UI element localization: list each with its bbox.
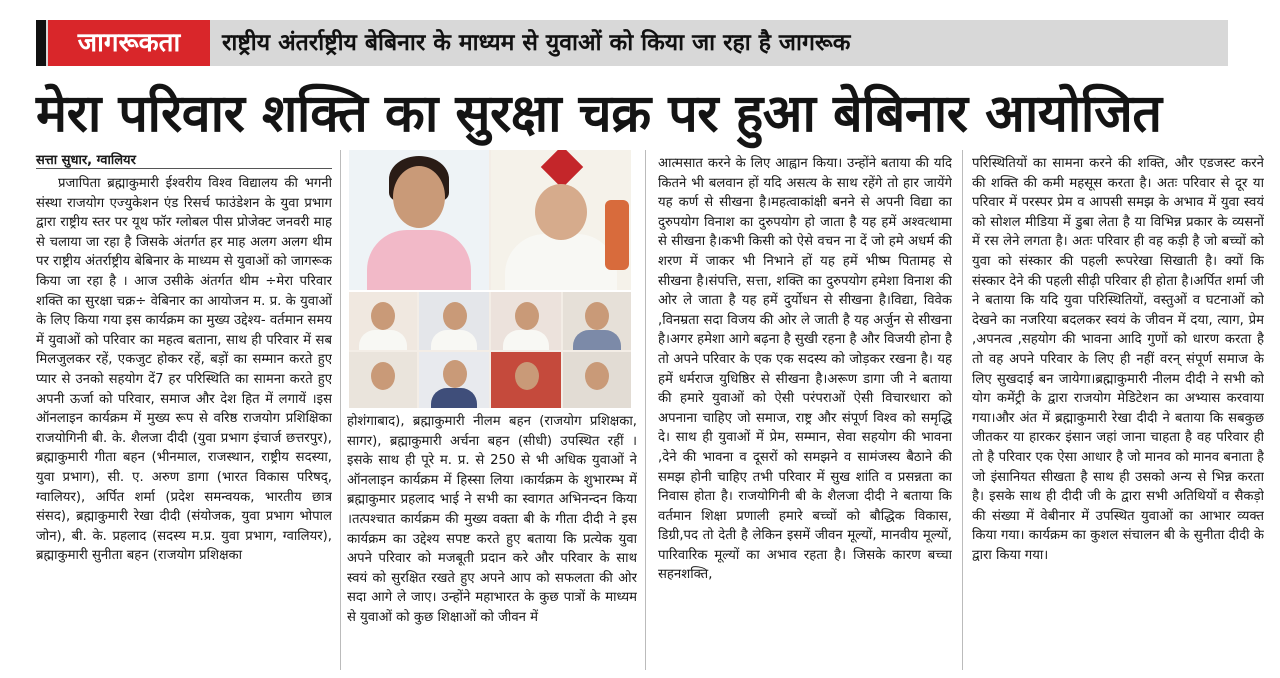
column-divider (645, 150, 646, 670)
participant-tile (491, 352, 561, 408)
article-column-1 (36, 174, 332, 674)
participant-tile (419, 352, 489, 408)
logo-icon (541, 150, 583, 188)
column-divider (340, 150, 341, 670)
participant-tile (349, 352, 417, 408)
kicker-text: राष्ट्रीय अंतर्राष्ट्रीय बेबिनार के माध्यम से युवाओं को किया जा रहा है जागरूक (222, 30, 851, 56)
byline: सत्ता सुधार, ग्वालियर (36, 153, 136, 168)
participants-grid-photo (349, 292, 631, 408)
speaker-face (535, 184, 587, 240)
article-paragraph: होशंगाबाद), ब्रह्माकुमारी नीलम बहन (राजयोग प्रशिक्षका, सागर), ब्रह्माकुमारी अर्चना बहन (सीधी) उपस्थित रहीं । इसके साथ ही पूरे म. प्र. से 250 से भी अधिक युवाओं ने ऑनलाइन कार्यक्रम में हिस्सा लिया ।कार्यक्रम के शुभारम्भ में ब्रह्माकुमार प्रहलाद भाई ने सभी का स्वागत अभिनन्दन किया ।तत्पश्चात कार्यक्रम की मुख्य वक्ता बी के गीता दीदी ने इस कार्यक्रम का उद्देश्य सपष्ट करते हुए बताया कि प्रत्येक युवा अपने परिवार को मजबूती प्रदान करे और परिवार के साथ स्वयं को सुरक्षित रखते हुए अपने आप को सफलता की ओर सदा आगे ले जाए। उन्होंने महाभारत के कुछ पात्रों के माध्यम से युवाओं को कुछ शिक्षाओं को जीवन में (347, 414, 637, 625)
column-divider (962, 150, 963, 670)
headline: मेरा परिवार शक्ति का सुरक्षा चक्र पर हुआ बेबिनार आयोजित (36, 84, 1162, 144)
article-column-2 (347, 412, 637, 674)
kicker-black-bar (36, 20, 46, 66)
participant-tile (563, 292, 631, 350)
speaker-left-tile (349, 150, 489, 290)
article-paragraph: परिस्थितियों का सामना करने की शक्ति, और एडजस्ट करने की शक्ति की कमी महसूस करता है। अतः परिवार से दूर या परिवार में परस्पर प्रेम व आपसी समझ के अभाव में युवा स्वयं को सोशल मीडिया में डुबा लेता है या विभिन्न प्रकार के व्यसनों में रस लेने लगता है। अतः परिवार ही वह कड़ी है जो बच्चों को युवा को संस्कार की पहली रूपरेखा सिखाती है। क्यों कि संस्कार देने की पहली सीढ़ी परिवार ही होता है।अर्पित शर्मा जी ने बताया कि यदि युवा परिस्थितियों, वस्तुओं व घटनाओं को देखने का नजरिया बदलकर स्वयं के जीवन में दया, त्याग, प्रेम ,अपनत्व ,सहयोग की भावना आदि गुणों को धारण करता है तो वह अपने परिवार के लिए ही नहीं वरन् संपूर्ण समाज के लिए सुखदाई बन जायेगा।ब्रह्माकुमारी नीलम दीदी ने सभी को योग कमेंट्री के द्वारा राजयोग मेडिटेशन का अभ्यास करवाया गया।और अंत में ब्रह्माकुमारी रेखा दीदी ने बताया कि सबकुछ जीतकर या हारकर इंसान जहां जाना चाहता है वह परिवार ही तो है परिवार एक ऐसा आधार है जो मानव को मानव बनाता है जो इंसानियत सीखता है साथ ही उसको अन्य से भिन्न करता है। इसके साथ ही दीदी जी के द्वारा सभी अतिथियों व सैकड़ो की संख्या में वेबीनार में उपस्थित युवाओं का आभार व्यक्त किया गया। कार्यक्रम का कुशल संचालन बी के सुनीता दीदी के द्वारा किया गया। (972, 156, 1264, 563)
webinar-main-photo (349, 150, 631, 290)
speaker-face (393, 166, 445, 228)
article-paragraph: आत्मसात करने के लिए आह्वान किया। उन्होंने बताया की यदि कितने भी बलवान हों यदि असत्य के साथ रहेंगे तो हार जायेंगे यह कर्ण से सीखना है।महत्वाकांक्षी बनने से अपनी विद्या का दुरुपयोग विनाश का दुरुपयोग हो जाता है यह हमें अश्वत्थामा से सीखना है।कभी किसी को ऐसे वचन ना दें जो हमे अधर्म की शरण में जाकर भी निभाने हों यह हमें भीष्म पितामह से सीखना है।संपत्ति, सत्ता, शक्ति का दुरुपयोग हमेशा विनाश की ओर ले जाता है यह हमें दुर्योधन से सीखना है।विद्या, विवेक ,विनम्रता सदा विजय की ओर ले जाती है यह अर्जुन से सीखना है।अगर हमेशा आगे बढ़ना है सुखी रहना है और विजयी होना है तो अपने परिवार के एक एक सदस्य को जोड़कर रखना है। यह हमें धर्मराज युधिष्ठिर से सीखना है।अरूण डागा जी ने बताया की हमारे युवाओं को ऐसी परंपराओं ऐसी विचारधारा को अपनाना चाहिए जो समाज, राष्ट्र और संपूर्ण विश्व को समृद्धि दे। साथ ही युवाओं में प्रेम, सम्मान, सेवा सहयोग की भावना ,देने की भावना व दूसरों को समझने व सामंजस्य बैठाने की समझ होनी चाहिए तभी परिवार में सुख शांति व प्रसन्नता का निवास होता है। राजयोगिनी बी के शैलजा दीदी ने बताया कि वर्तमान शिक्षा प्रणाली हमारे बच्चों को बौद्धिक विकास, डिग्री,पद तो देती है लेकिन इसमें जीवन मूल्यों, मानवीय मूल्यों, पारिवारिक मूल्यों का अभाव रहता है। जिसके कारण बच्चा सहनशक्ति, (658, 156, 952, 583)
article-column-3 (658, 154, 952, 674)
speaker-right-tile (491, 150, 631, 290)
participant-tile (491, 292, 561, 350)
participant-tile (349, 292, 417, 350)
participant-tile (419, 292, 489, 350)
participant-tile (563, 352, 631, 408)
article-column-4 (972, 154, 1264, 674)
article-paragraph: प्रजापिता ब्रह्माकुमारी ईश्वरीय विश्व विद्यालय की भगनी संस्था राजयोग एज्युकेशन एंड रिसर्च फाउंडेशन के युवा प्रभाग द्वारा राष्ट्रीय स्तर पर यूथ फॉर ग्लोबल पीस प्रोजेक्ट जनवरी माह से चलाया जा रहा है जिसके अंतर्गत हर माह अलग अलग थीम पर राष्ट्रीय अंतर्राष्ट्रीय बेबिनार के माध्यम से युवाओं को जागरूक किया जा रहा है । आज उसीके अंतर्गत थीम ÷मेरा परिवार शक्ति का सुरक्षा चक्र÷ वेबिनार का आयोजन म. प्र. के युवाओं के लिए किया गया इस कार्यक्रम का मुख्य उद्देश्य- वर्तमान समय में युवाओं को परिवार का महत्व बताना, साथ ही परिवार में सब मिलजुलकर रहें, एकजुट होकर रहें, बड़ों का सम्मान करते हुए प्यार से उनको सहयोग दें7 हर परिस्थिति का सामना करते हुए अपनी ऊर्जा को परिवार, समाज और देश हित में लगायें ।इस ऑनलाइन कार्यक्रम में मुख्य रूप से वरिष्ठ राजयोग प्रशिक्षिका राजयोगिनी बी. के. शैलजा दीदी (युवा प्रभाग इंचार्ज छत्तरपुर), ब्रह्माकुमारी गीता बहन (भीनमाल, राजस्थान, राष्ट्रीय सदस्या, युवा प्रभाग), सी. ए. अरुण डागा (भारत विकास परिषद्, ग्वालियर), अर्पित शर्मा (प्रदेश समन्वयक, भारतीय छात्र संसद), ब्रह्माकुमारी रेखा दीदी (संयोजक, युवा प्रभाग भोपाल जोन), बी. के. प्रहलाद (सदस्य म.प्र. युवा प्रभाग, ग्वालियर), ब्रह्माकुमारी सुनीता बहन (राजयोग प्रशिक्षका (36, 176, 332, 564)
flower-vase (605, 200, 629, 270)
section-tag: जागरूकता (48, 20, 210, 66)
byline-rule (36, 168, 332, 169)
